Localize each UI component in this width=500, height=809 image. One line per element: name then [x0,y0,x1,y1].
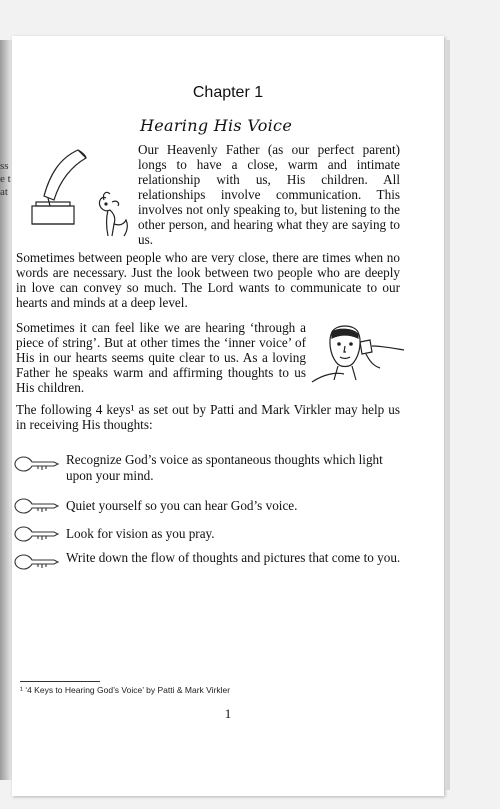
keys-intro-paragraph: The following 4 keys¹ as set out by Patti and Mark Virkler may help us in receiving His thoughts: [16,402,400,432]
adjacent-page-text: ss e t at [0,160,11,198]
footnote-rule [20,681,100,682]
chapter-subtitle: Hearing His Voice [140,116,293,135]
intro-paragraph: Our Heavenly Father (as our perfect parent) longs to have a close, warm and intimate relationship with us, His children. All relationships involve communication. This involves not only speaking to, but listening to the other person, and hearing what they are saying to us. [138,142,400,247]
key-text: Write down the flow of thoughts and pictures that come to you. [66,550,401,565]
key-icon [14,524,60,544]
gramophone-dog-illustration [20,144,132,240]
inner-voice-paragraph: Sometimes it can feel like we are hearing ‘through a piece of string’. But at other times the ‘inner voice’ of His in our hearts seems quite clear to us. As a loving Father he speaks warm and affirming thoughts to us His children. [16,320,306,395]
man-string-phone-illustration [310,322,406,388]
key-icon [14,496,60,516]
closeness-paragraph: Sometimes between people who are very close, there are times when no words are necessary. Just the look between two people who are deeply in love can convey so much. The Lord wants to communicate to our hearts and minds at a deep level. [16,250,400,310]
key-text: Quiet yourself so you can hear God’s voice. [66,498,298,513]
chapter-title: Chapter 1 [192,84,264,101]
page-edge-shadow [446,40,450,790]
key-text: Recognize God’s voice as spontaneous thoughts which light upon your mind. [66,452,383,483]
key-icon [14,552,60,572]
key-icon [14,454,60,474]
book-page [12,36,444,796]
page-number: 1 [224,706,232,721]
key-text: Look for vision as you pray. [66,526,215,541]
footnote: ¹ ‘4 Keys to Hearing God’s Voice’ by Patti & Mark Virkler [20,685,231,695]
